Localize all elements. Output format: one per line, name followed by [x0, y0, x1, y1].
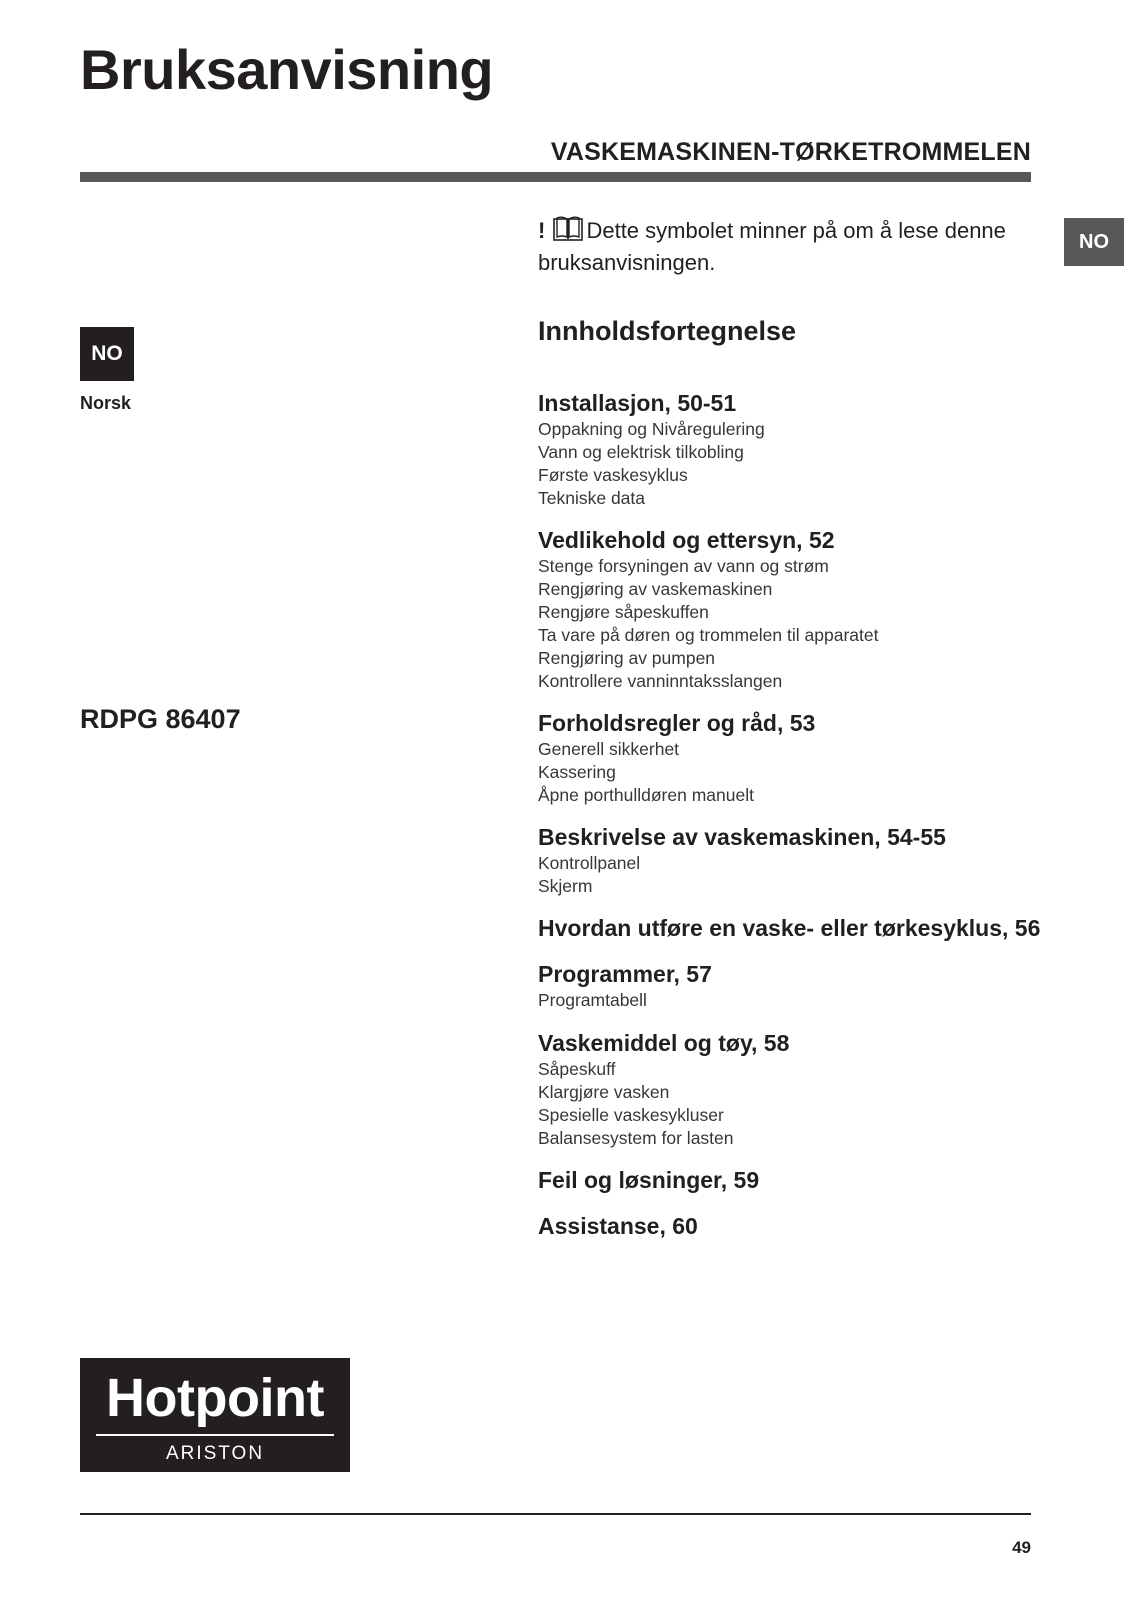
logo-subbrand: ARISTON	[165, 1443, 265, 1464]
logo-brand: Hotpoint	[106, 1368, 324, 1428]
toc-item: Åpne porthulldøren manuelt	[538, 785, 754, 805]
toc-item: Programtabell	[538, 990, 647, 1010]
toc-section-title: Vedlikehold og ettersyn, 52	[538, 527, 835, 553]
toc-section-title: Beskrivelse av vaskemaskinen, 54-55	[538, 824, 946, 850]
toc-heading: Innholdsfortegnelse	[538, 316, 797, 346]
toc-item: Kassering	[538, 762, 616, 782]
brand-logo	[80, 1358, 350, 1472]
toc-item: Rengjøring av pumpen	[538, 648, 716, 668]
toc-item: Første vaskesyklus	[538, 465, 688, 485]
toc-item: Generell sikkerhet	[538, 739, 680, 759]
toc-section-hvordan	[538, 913, 1078, 943]
toc-section-programmer	[538, 959, 1078, 1012]
toc-section-beskrivelse	[538, 822, 1078, 898]
toc-item: Ta vare på døren og trommelen til apparatet	[538, 625, 879, 645]
manual-reminder-note	[538, 215, 1018, 279]
toc-section-installasjon	[538, 388, 1078, 510]
toc-section-title: Programmer, 57	[538, 961, 712, 987]
exclamation-mark: !	[538, 218, 546, 243]
toc-item: Klargjøre vasken	[538, 1082, 670, 1102]
toc-item: Rengjøring av vaskemaskinen	[538, 579, 773, 599]
open-book-icon	[553, 216, 583, 242]
toc-section-vedlikehold	[538, 525, 1078, 693]
page-number: 49	[1012, 1538, 1031, 1557]
toc-section-forholdsregler	[538, 708, 1078, 807]
logo-divider	[96, 1434, 334, 1436]
toc-item: Balansesystem for lasten	[538, 1128, 734, 1148]
toc-section-title: Assistanse, 60	[538, 1213, 698, 1239]
footer-divider	[80, 1513, 1031, 1515]
toc-item: Stenge forsyningen av vann og strøm	[538, 556, 829, 576]
toc-section-title: Feil og løsninger, 59	[538, 1167, 760, 1193]
toc-section-feil	[538, 1165, 1078, 1195]
toc-item: Spesielle vaskesykluser	[538, 1105, 724, 1125]
language-name: Norsk	[80, 393, 132, 413]
toc-section-vaskemiddel	[538, 1028, 1078, 1150]
toc-item: Tekniske data	[538, 488, 646, 508]
toc-item: Oppakning og Nivåregulering	[538, 419, 765, 439]
reminder-text: Dette symbolet minner på om å lese denne bruksanvisningen.	[538, 218, 1006, 275]
toc-section-assistanse	[538, 1211, 1078, 1241]
toc-item: Kontrollpanel	[538, 853, 641, 873]
toc-item: Rengjøre såpeskuffen	[538, 602, 709, 622]
toc-section-title: Hvordan utføre en vaske- eller tørkesyklus, 56	[538, 915, 1041, 941]
toc-item: Skjerm	[538, 876, 593, 896]
toc-item: Vann og elektrisk tilkobling	[538, 442, 744, 462]
header-divider	[80, 172, 1031, 182]
toc-item: Kontrollere vanninntaksslangen	[538, 671, 783, 691]
toc-section-title: Forholdsregler og råd, 53	[538, 710, 816, 736]
document-title: Bruksanvisning	[80, 38, 494, 101]
language-badge: NO	[80, 327, 134, 381]
toc-section-title: Vaskemiddel og tøy, 58	[538, 1030, 790, 1056]
toc-section-title: Installasjon, 50-51	[538, 390, 737, 416]
model-number: RDPG 86407	[80, 704, 241, 734]
language-tab: NO	[1064, 218, 1124, 266]
toc-item: Såpeskuff	[538, 1059, 616, 1079]
product-type-heading: VASKEMASKINEN-TØRKETROMMELEN	[550, 138, 1031, 166]
